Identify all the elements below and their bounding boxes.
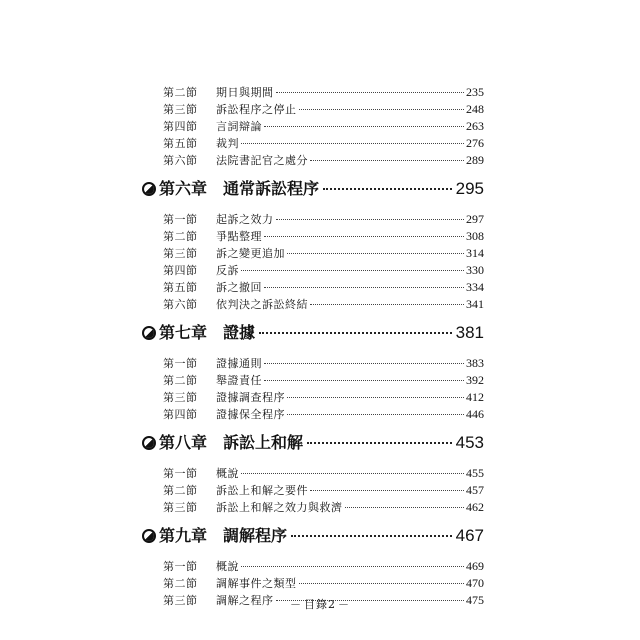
page-footer: [0, 596, 640, 612]
section-page-number: 383: [466, 356, 484, 370]
section-page-number: 334: [466, 280, 484, 294]
section-page-number: 392: [466, 373, 484, 387]
toc-section-row: [142, 389, 484, 406]
section-title: 證據通則: [216, 357, 262, 370]
chapter-title: 調解程序: [223, 526, 288, 545]
dot-leader: [323, 188, 452, 190]
dot-leader: [276, 219, 465, 220]
section-title: 證據保全程序: [216, 408, 285, 421]
dot-leader: [264, 287, 464, 288]
toc-section-row: [142, 152, 484, 169]
section-number: 第二節: [163, 230, 198, 243]
section-number: 第一節: [163, 467, 198, 480]
table-of-contents: [142, 84, 484, 609]
chapter-page-number: 467: [455, 526, 484, 545]
chapter-section-list: [142, 355, 484, 423]
section-number: 第一節: [163, 357, 198, 370]
dot-leader: [264, 126, 464, 127]
section-title: 起訴之效力: [216, 213, 274, 226]
dot-leader: [310, 304, 464, 305]
section-title: 概說: [216, 467, 239, 480]
section-number: 第二節: [163, 374, 198, 387]
dot-leader: [310, 490, 464, 491]
toc-section-row: [142, 558, 484, 575]
section-title: 訴訟程序之停止: [216, 103, 297, 116]
section-page-number: 289: [466, 153, 484, 167]
toc-chapter-heading: [142, 431, 484, 455]
toc-section-row: [142, 84, 484, 101]
toc-section-row: [142, 372, 484, 389]
dot-leader: [287, 253, 464, 254]
section-page-number: 457: [466, 483, 484, 497]
section-title: 證據調查程序: [216, 391, 285, 404]
toc-section-row: [142, 296, 484, 313]
section-number: 第四節: [163, 408, 198, 421]
dot-leader: [307, 442, 452, 444]
section-title: 裁判: [216, 137, 239, 150]
section-title: 訴訟上和解之要件: [216, 484, 308, 497]
footer-dash-right: －: [338, 598, 350, 611]
chapter-section-list: [142, 465, 484, 516]
dot-leader: [287, 397, 464, 398]
section-title: 依判決之訴訟終結: [216, 298, 308, 311]
section-title: 期日與期間: [216, 86, 274, 99]
half-filled-circle-icon: [142, 529, 156, 543]
toc-section-row: [142, 465, 484, 482]
section-title: 調解之程序: [216, 594, 274, 607]
chapter-page-number: 453: [455, 433, 484, 452]
section-title: 訴之撤回: [216, 281, 262, 294]
section-number: 第四節: [163, 264, 198, 277]
section-page-number: 462: [466, 500, 484, 514]
section-number: 第一節: [163, 560, 198, 573]
toc-section-row: [142, 279, 484, 296]
toc-section-row: [142, 118, 484, 135]
chapter-title: 通常訴訟程序: [223, 179, 320, 198]
dot-leader: [310, 160, 464, 161]
chapter-title: 證據: [223, 323, 256, 342]
toc-section-row: [142, 482, 484, 499]
dot-leader: [299, 583, 465, 584]
section-page-number: 455: [466, 466, 484, 480]
section-number: 第一節: [163, 213, 198, 226]
section-number: 第二節: [163, 484, 198, 497]
section-number: 第六節: [163, 154, 198, 167]
half-filled-circle-icon: [142, 436, 156, 450]
section-number: 第四節: [163, 120, 198, 133]
toc-chapter-heading: [142, 177, 484, 201]
dot-leader: [264, 380, 464, 381]
dot-leader: [264, 363, 464, 364]
section-page-number: 475: [466, 593, 484, 607]
dot-leader: [241, 473, 464, 474]
section-number: 第二節: [163, 577, 198, 590]
chapter-number: 第七章: [159, 323, 208, 342]
section-title: 反訴: [216, 264, 239, 277]
section-page-number: 314: [466, 246, 484, 260]
section-number: 第三節: [163, 594, 198, 607]
toc-section-row: [142, 101, 484, 118]
chapter-section-list: [142, 211, 484, 313]
section-title: 爭點整理: [216, 230, 262, 243]
section-page-number: 248: [466, 102, 484, 116]
section-title: 法院書記官之處分: [216, 154, 308, 167]
chapter-page-number: 381: [455, 323, 484, 342]
section-page-number: 235: [466, 85, 484, 99]
section-page-number: 341: [466, 297, 484, 311]
dot-leader: [264, 236, 464, 237]
toc-section-row: [142, 228, 484, 245]
half-filled-circle-icon: [142, 182, 156, 196]
chapter-number: 第八章: [159, 433, 208, 452]
toc-section-row: [142, 262, 484, 279]
section-page-number: 263: [466, 119, 484, 133]
toc-chapter-heading: [142, 524, 484, 548]
dot-leader: [287, 414, 464, 415]
section-number: 第五節: [163, 137, 198, 150]
dot-leader: [241, 143, 464, 144]
section-title: 言詞辯論: [216, 120, 262, 133]
toc-section-row: [142, 211, 484, 228]
dot-leader: [241, 270, 464, 271]
chapter-title: 訴訟上和解: [223, 433, 304, 452]
section-number: 第六節: [163, 298, 198, 311]
section-page-number: 469: [466, 559, 484, 573]
section-page-number: 446: [466, 407, 484, 421]
chapter-number: 第六章: [159, 179, 208, 198]
dot-leader: [259, 332, 452, 334]
intro-section-list: [142, 84, 484, 169]
dot-leader: [276, 92, 465, 93]
footer-page-label: 目錄2: [304, 598, 336, 611]
section-page-number: 412: [466, 390, 484, 404]
footer-dash-left: －: [290, 598, 302, 611]
section-title: 舉證責任: [216, 374, 262, 387]
section-number: 第三節: [163, 103, 198, 116]
toc-section-row: [142, 355, 484, 372]
section-title: 概說: [216, 560, 239, 573]
toc-section-row: [142, 575, 484, 592]
section-title: 訴之變更追加: [216, 247, 285, 260]
section-title: 調解事件之類型: [216, 577, 297, 590]
chapter-number: 第九章: [159, 526, 208, 545]
toc-chapter-heading: [142, 321, 484, 345]
section-number: 第三節: [163, 501, 198, 514]
section-page-number: 470: [466, 576, 484, 590]
section-number: 第三節: [163, 391, 198, 404]
chapter-page-number: 295: [455, 179, 484, 198]
section-page-number: 330: [466, 263, 484, 277]
section-page-number: 297: [466, 212, 484, 226]
half-filled-circle-icon: [142, 326, 156, 340]
section-number: 第二節: [163, 86, 198, 99]
section-number: 第三節: [163, 247, 198, 260]
section-title: 訴訟上和解之效力與救濟: [216, 501, 343, 514]
section-page-number: 308: [466, 229, 484, 243]
toc-section-row: [142, 499, 484, 516]
toc-section-row: [142, 135, 484, 152]
dot-leader: [241, 566, 464, 567]
dot-leader: [299, 109, 465, 110]
section-number: 第五節: [163, 281, 198, 294]
section-page-number: 276: [466, 136, 484, 150]
toc-section-row: [142, 406, 484, 423]
dot-leader: [291, 535, 452, 537]
toc-section-row: [142, 245, 484, 262]
dot-leader: [345, 507, 465, 508]
